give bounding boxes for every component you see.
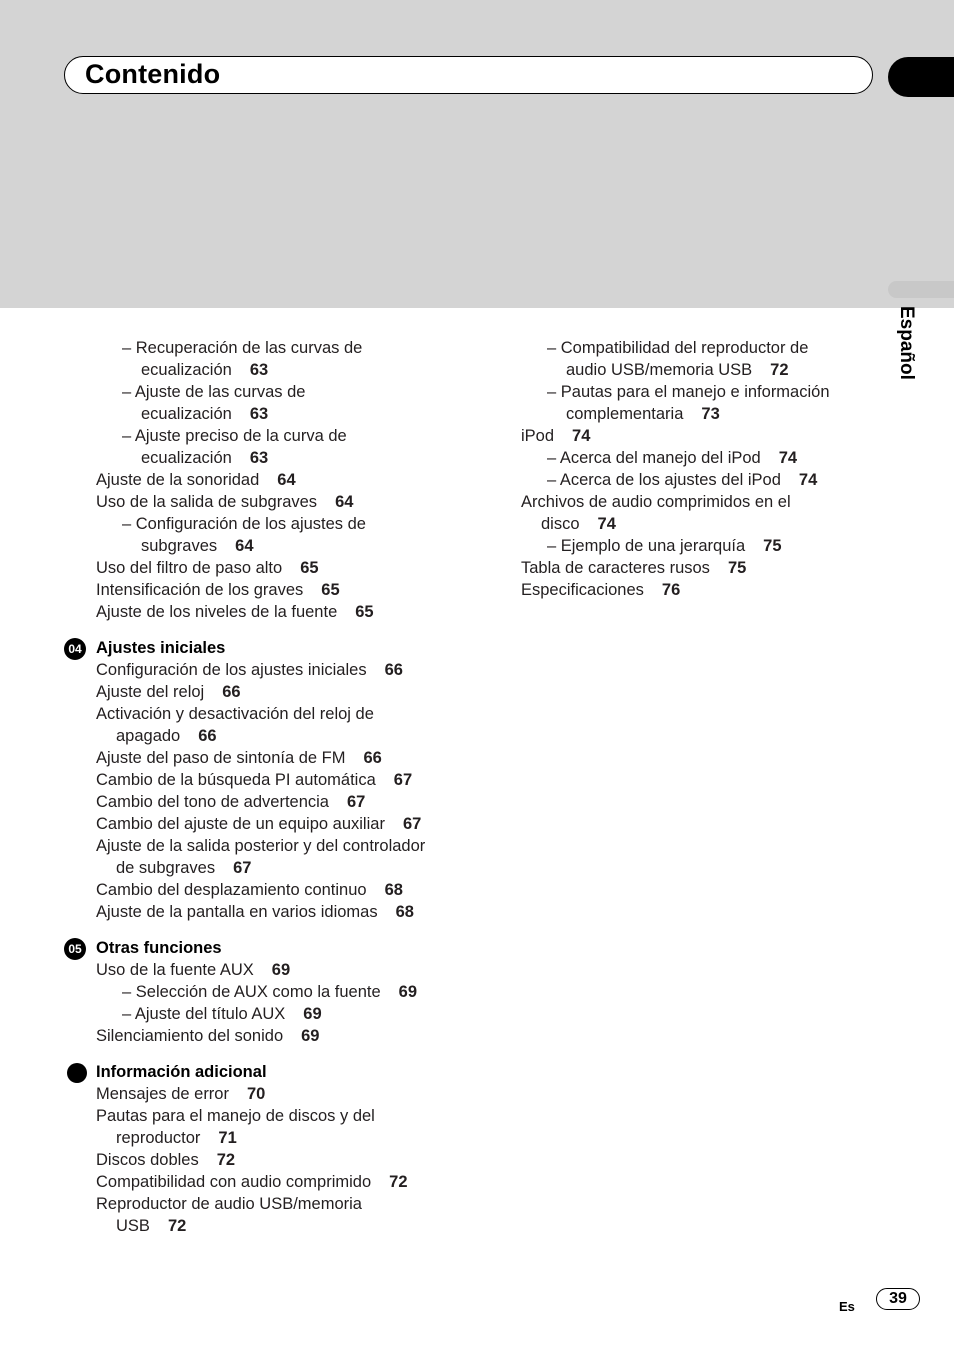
toc-entry[interactable]: Compatibilidad con audio comprimido 72 bbox=[96, 1173, 408, 1191]
toc-entry[interactable]: Ajuste de la pantalla en varios idiomas 68 bbox=[96, 903, 414, 921]
section-heading[interactable]: Información adicional bbox=[96, 1061, 456, 1083]
toc-entry[interactable]: – Compatibilidad del reproductor de bbox=[547, 339, 809, 357]
footer-language-code: Es bbox=[839, 1299, 855, 1314]
page-ref: 66 bbox=[198, 727, 217, 745]
page-ref: 71 bbox=[218, 1129, 237, 1147]
toc-entry[interactable]: – Ajuste de las curvas de bbox=[122, 383, 306, 401]
toc-entry[interactable]: ecualización 63 bbox=[141, 405, 269, 423]
section-heading[interactable]: 05 Otras funciones bbox=[96, 937, 456, 959]
toc-entry[interactable]: – Ajuste del título AUX 69 bbox=[122, 1005, 322, 1023]
toc-entry[interactable]: Cambio del tono de advertencia 67 bbox=[96, 793, 366, 811]
toc-right-column bbox=[521, 337, 866, 601]
page-ref: 69 bbox=[303, 1005, 322, 1023]
toc-entry[interactable]: Archivos de audio comprimidos en el bbox=[521, 493, 791, 511]
page-ref: 75 bbox=[727, 559, 747, 577]
section-dot-badge bbox=[67, 1063, 87, 1083]
toc-entry[interactable]: Uso de la fuente AUX 69 bbox=[96, 961, 291, 979]
page-ref: 75 bbox=[763, 537, 782, 555]
page-ref: 72 bbox=[216, 1151, 236, 1169]
toc-entry[interactable]: Silenciamiento del sonido 69 bbox=[96, 1027, 320, 1045]
page-ref: 67 bbox=[233, 859, 252, 877]
toc-entry[interactable]: complementaria 73 bbox=[566, 405, 720, 423]
toc-entry[interactable]: ecualización 63 bbox=[141, 449, 269, 467]
toc-entry[interactable]: Uso del filtro de paso alto 65 bbox=[96, 559, 319, 577]
toc-entry[interactable]: reproductor 71 bbox=[116, 1129, 237, 1147]
page-number: 39 bbox=[876, 1288, 920, 1310]
page-ref: 66 bbox=[222, 683, 241, 701]
toc-entry[interactable]: – Ajuste preciso de la curva de bbox=[122, 427, 347, 445]
toc-entry[interactable]: subgraves 64 bbox=[141, 537, 254, 555]
page-ref: 67 bbox=[346, 793, 366, 811]
toc-entry[interactable]: – Ejemplo de una jerarquía 75 bbox=[547, 537, 782, 555]
page-ref: 65 bbox=[355, 603, 374, 621]
page-ref: 70 bbox=[246, 1085, 266, 1103]
toc-entry[interactable]: Reproductor de audio USB/memoria bbox=[96, 1195, 362, 1213]
toc-entry[interactable]: disco 74 bbox=[541, 515, 616, 533]
page-ref: 65 bbox=[300, 559, 319, 577]
toc-entry[interactable]: Cambio de la búsqueda PI automática 67 bbox=[96, 771, 413, 789]
toc-entry[interactable]: USB 72 bbox=[116, 1217, 187, 1235]
page-ref: 67 bbox=[402, 815, 422, 833]
toc-entry[interactable]: Especificaciones 76 bbox=[521, 581, 681, 599]
page-ref: 65 bbox=[321, 581, 340, 599]
toc-entry[interactable]: apagado 66 bbox=[116, 727, 217, 745]
toc-entry[interactable]: iPod 74 bbox=[521, 427, 591, 445]
toc-entry[interactable]: Cambio del desplazamiento continuo 68 bbox=[96, 881, 403, 899]
toc-entry[interactable]: Ajuste de los niveles de la fuente 65 bbox=[96, 603, 374, 621]
section-tab-marker bbox=[888, 57, 954, 97]
toc-entry[interactable]: Configuración de los ajustes iniciales 66 bbox=[96, 661, 403, 679]
toc-entry[interactable]: – Configuración de los ajustes de bbox=[122, 515, 366, 533]
page-ref: 74 bbox=[572, 427, 591, 445]
page-ref: 69 bbox=[271, 961, 291, 979]
toc-left-column bbox=[68, 337, 456, 1237]
toc-entry[interactable]: Pautas para el manejo de discos y del bbox=[96, 1107, 375, 1125]
page-ref: 63 bbox=[249, 361, 269, 379]
page-ref: 72 bbox=[167, 1217, 187, 1235]
toc-entry[interactable]: – Acerca de los ajustes del iPod 74 bbox=[547, 471, 818, 489]
page-ref: 64 bbox=[235, 537, 254, 555]
page-ref: 68 bbox=[384, 881, 403, 899]
page-ref: 69 bbox=[398, 983, 418, 1001]
toc-entry[interactable]: – Selección de AUX como la fuente 69 bbox=[122, 983, 418, 1001]
page-ref: 72 bbox=[389, 1173, 408, 1191]
section-number-badge: 05 bbox=[64, 938, 86, 960]
page-title: Contenido bbox=[85, 59, 221, 89]
toc-entry[interactable]: Ajuste del paso de sintonía de FM 66 bbox=[96, 749, 382, 767]
page-ref: 74 bbox=[778, 449, 798, 467]
toc-entry[interactable]: Ajuste de la sonoridad 64 bbox=[96, 471, 296, 489]
section-heading[interactable]: 04 Ajustes iniciales bbox=[96, 637, 456, 659]
toc-entry[interactable]: Tabla de caracteres rusos 75 bbox=[521, 559, 747, 577]
page-ref: 63 bbox=[249, 449, 269, 467]
toc-entry[interactable]: Activación y desactivación del reloj de bbox=[96, 705, 374, 723]
toc-entry[interactable]: – Pautas para el manejo e información bbox=[547, 383, 830, 401]
toc-entry[interactable]: ecualización 63 bbox=[141, 361, 269, 379]
page-ref: 73 bbox=[701, 405, 720, 423]
toc-entry[interactable]: Ajuste de la salida posterior y del controlador bbox=[96, 837, 426, 855]
toc-entry[interactable]: – Recuperación de las curvas de bbox=[122, 339, 363, 357]
toc-entry[interactable]: Ajuste del reloj 66 bbox=[96, 683, 241, 701]
toc-entry[interactable]: – Acerca del manejo del iPod 74 bbox=[547, 449, 798, 467]
toc-entry[interactable]: de subgraves 67 bbox=[116, 859, 252, 877]
page-ref: 76 bbox=[661, 581, 681, 599]
page-ref: 74 bbox=[798, 471, 818, 489]
language-tab-marker bbox=[888, 281, 954, 298]
page-ref: 74 bbox=[597, 515, 616, 533]
page-ref: 67 bbox=[393, 771, 413, 789]
toc-entry[interactable]: Cambio del ajuste de un equipo auxiliar 67 bbox=[96, 815, 422, 833]
page-ref: 66 bbox=[384, 661, 403, 679]
toc-entry[interactable]: Mensajes de error 70 bbox=[96, 1085, 266, 1103]
page-ref: 72 bbox=[770, 361, 789, 379]
page-ref: 69 bbox=[301, 1027, 320, 1045]
page-ref: 66 bbox=[363, 749, 382, 767]
title-box bbox=[64, 56, 873, 94]
page-ref: 68 bbox=[395, 903, 414, 921]
language-label: Español bbox=[896, 306, 917, 380]
toc-entry[interactable]: audio USB/memoria USB 72 bbox=[566, 361, 789, 379]
toc-entry[interactable]: Uso de la salida de subgraves 64 bbox=[96, 493, 354, 511]
toc-entry[interactable]: Discos dobles 72 bbox=[96, 1151, 236, 1169]
page-ref: 64 bbox=[335, 493, 354, 511]
section-number-badge: 04 bbox=[64, 638, 86, 660]
page-ref: 63 bbox=[249, 405, 269, 423]
toc-entry[interactable]: Intensificación de los graves 65 bbox=[96, 581, 340, 599]
header-band bbox=[0, 0, 954, 308]
page-ref: 64 bbox=[277, 471, 296, 489]
